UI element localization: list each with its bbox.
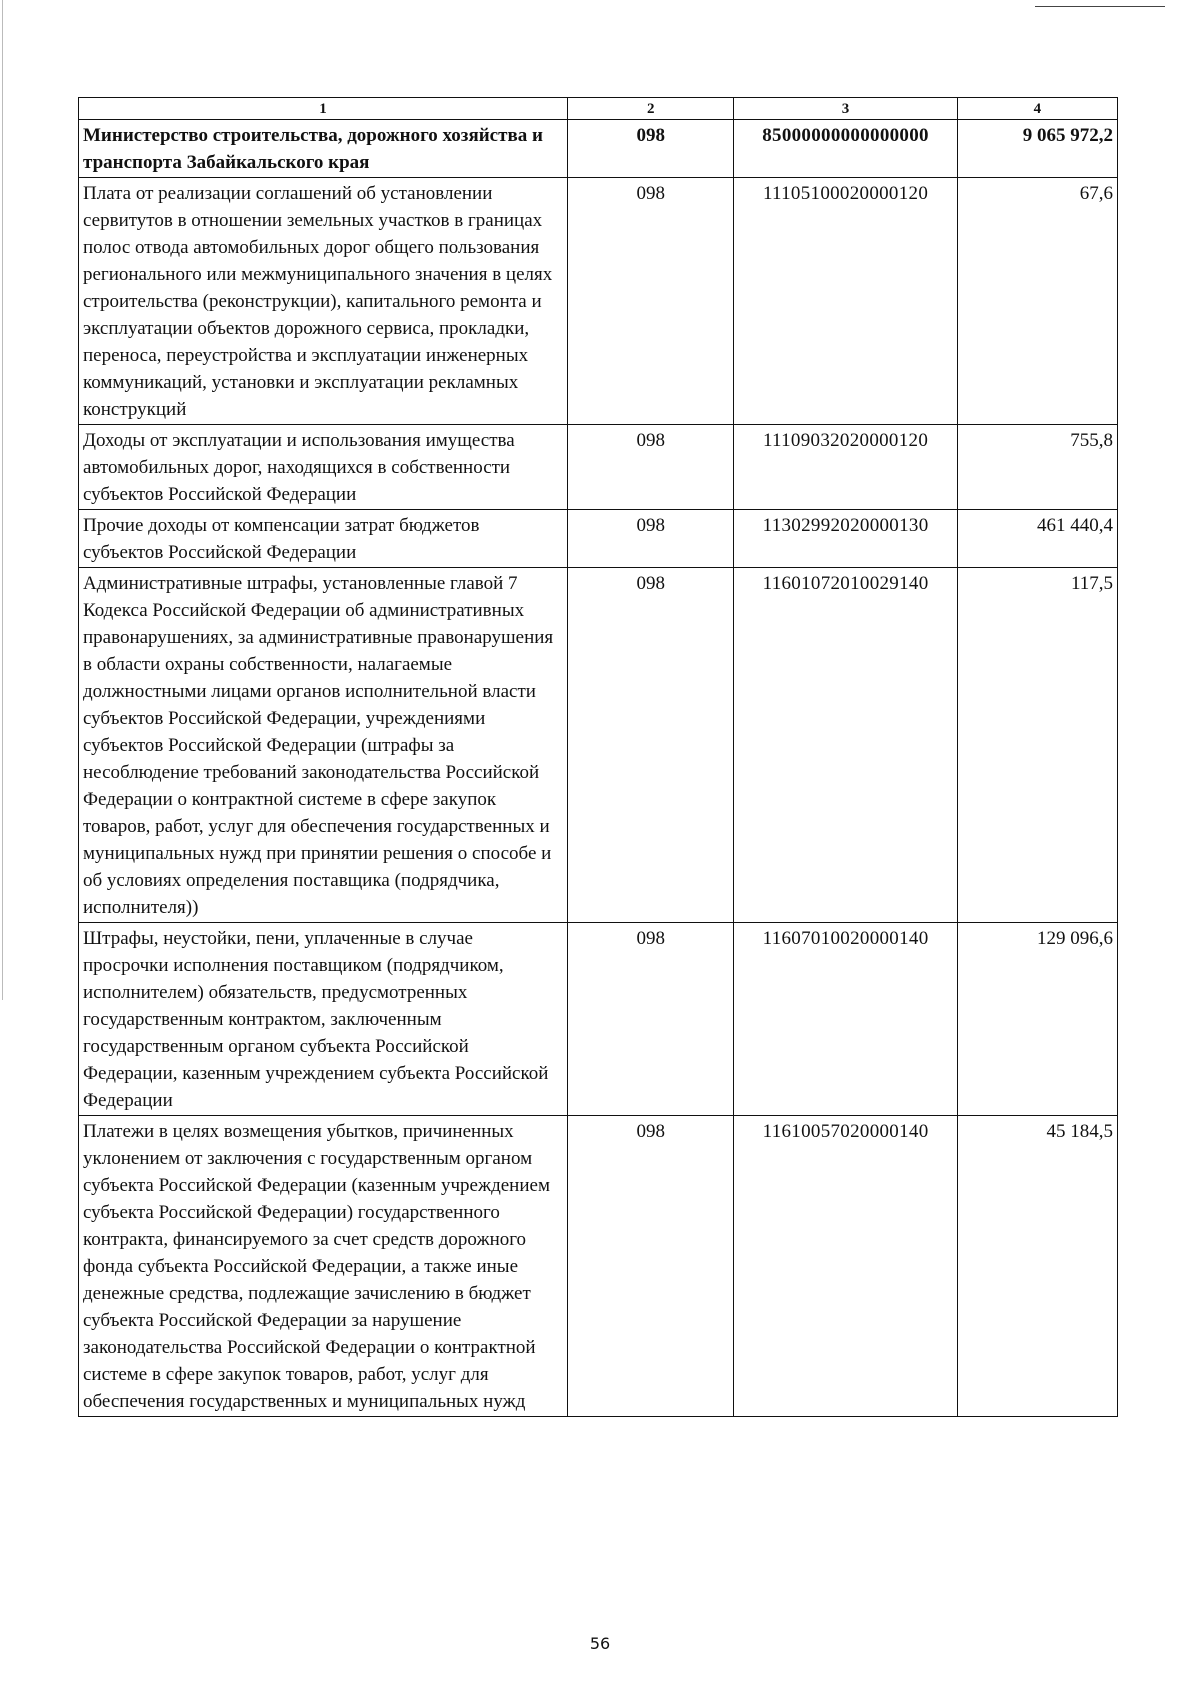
header-col-3: 3 — [734, 98, 957, 120]
row-budget-code: 11109032020000120 — [734, 425, 957, 510]
row-admin-code: 098 — [568, 1116, 734, 1417]
row-admin-code: 098 — [568, 425, 734, 510]
scan-edge — [2, 0, 3, 1000]
row-amount: 117,5 — [957, 568, 1117, 923]
page-number: 56 — [589, 1634, 611, 1653]
top-rule — [1035, 6, 1165, 7]
row-budget-code: 11607010020000140 — [734, 923, 957, 1116]
row-name: Доходы от эксплуатации и использования имущества автомобильных дорог, находящихся в собственности субъектов Российской Федерации — [79, 425, 568, 510]
row-admin-code: 098 — [568, 510, 734, 568]
row-name: Министерство строительства, дорожного хозяйства и транспорта Забайкальского края — [79, 120, 568, 178]
row-name: Плата от реализации соглашений об установлении сервитутов в отношении земельных участков в границах полос отвода автомобильных дорог общего пользования регионального или межмуниципального значения в целях строительства (реконструкции), капитального ремонта и эксплуатации объектов дорожного сервиса, прокладки, переноса, переустройства и эксплуатации инженерных коммуникаций, установки и эксплуатации рекламных конструкций — [79, 178, 568, 425]
header-col-2: 2 — [568, 98, 734, 120]
header-col-1: 1 — [79, 98, 568, 120]
row-admin-code: 098 — [568, 568, 734, 923]
row-name: Административные штрафы, установленные главой 7 Кодекса Российской Федерации об административных правонарушениях, за административные правонарушения в области охраны собственности, налагаемые должностными лицами органов исполнительной власти субъектов Российской Федерации, учреждениями субъектов Российской Федерации (штрафы за несоблюдение требований законодательства Российской Федерации о контрактной системе в сфере закупок товаров, работ, услуг для обеспечения государственных и муниципальных нужд при принятии решения о способе и об условиях определения поставщика (подрядчика, исполнителя)) — [79, 568, 568, 923]
row-amount: 755,8 — [957, 425, 1117, 510]
table-header-row — [79, 98, 1118, 120]
row-budget-code: 11610057020000140 — [734, 1116, 957, 1417]
table-row — [79, 1116, 1118, 1417]
table-row — [79, 178, 1118, 425]
row-budget-code: 11601072010029140 — [734, 568, 957, 923]
row-amount: 129 096,6 — [957, 923, 1117, 1116]
row-budget-code: 11105100020000120 — [734, 178, 957, 425]
row-amount: 461 440,4 — [957, 510, 1117, 568]
row-admin-code: 098 — [568, 178, 734, 425]
revenue-table — [78, 97, 1118, 1417]
row-name: Штрафы, неустойки, пени, уплаченные в случае просрочки исполнения поставщиком (подрядчиком, исполнителем) обязательств, предусмотренных государственным контрактом, заключенным государственным органом субъекта Российской Федерации, казенным учреждением субъекта Российской Федерации — [79, 923, 568, 1116]
row-amount: 9 065 972,2 — [957, 120, 1117, 178]
header-col-4: 4 — [957, 98, 1117, 120]
table-row — [79, 568, 1118, 923]
table-row — [79, 425, 1118, 510]
row-budget-code: 11302992020000130 — [734, 510, 957, 568]
table-row — [79, 120, 1118, 178]
table-row — [79, 923, 1118, 1116]
row-amount: 67,6 — [957, 178, 1117, 425]
row-name: Прочие доходы от компенсации затрат бюджетов субъектов Российской Федерации — [79, 510, 568, 568]
row-admin-code: 098 — [568, 923, 734, 1116]
table-row — [79, 510, 1118, 568]
row-amount: 45 184,5 — [957, 1116, 1117, 1417]
row-admin-code: 098 — [568, 120, 734, 178]
row-budget-code: 85000000000000000 — [734, 120, 957, 178]
row-name: Платежи в целях возмещения убытков, причиненных уклонением от заключения с государственным органом субъекта Российской Федерации (казенным учреждением субъекта Российской Федерации) государственного контракта, финансируемого за счет средств дорожного фонда субъекта Российской Федерации, а также иные денежные средства, подлежащие зачислению в бюджет субъекта Российской Федерации за нарушение законодательства Российской Федерации о контрактной системе в сфере закупок товаров, работ, услуг для обеспечения государственных и муниципальных нужд — [79, 1116, 568, 1417]
